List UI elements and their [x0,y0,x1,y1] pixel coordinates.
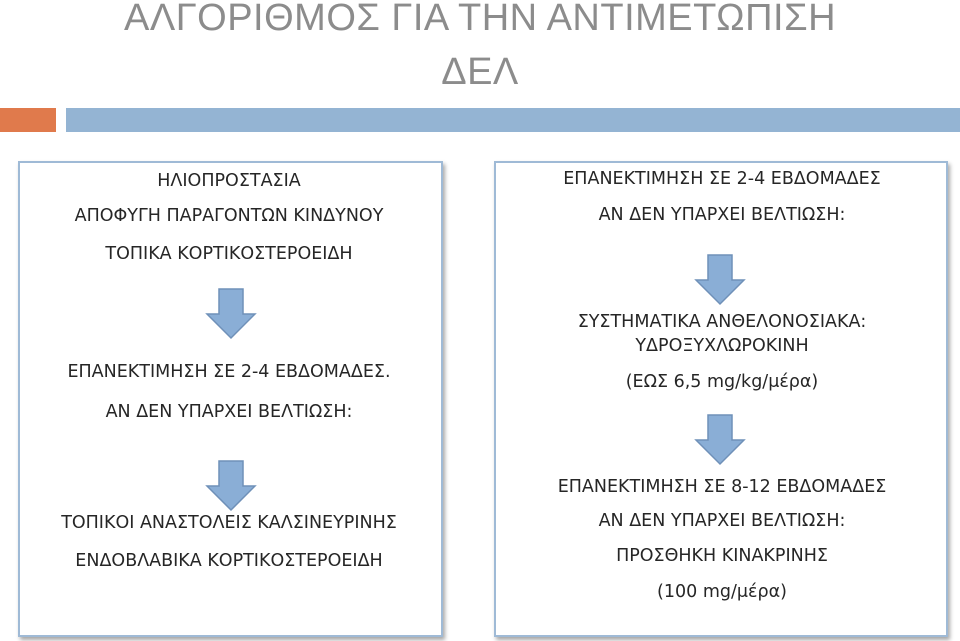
right-step3-line2: ΑΝ ΔΕΝ ΥΠΑΡΧΕΙ ΒΕΛΤΙΩΣΗ: [598,511,846,531]
left-step3-line2: ΕΝΔΟΒΛΑΒΙΚΑ ΚΟΡΤΙΚΟΣΤΕΡΟΕΙΔΗ [75,551,383,571]
left-step2-line1: ΕΠΑΝΕΚΤΙΜΗΣΗ ΣΕ 2-4 ΕΒΔΟΜΑΔΕΣ. [67,362,391,382]
accent-bar-orange [0,108,56,132]
down-arrow-icon [694,414,746,466]
page-title-line-1: ΑΛΓΟΡΙΘΜΟΣ ΓΙΑ ΤΗΝ ΑΝΤΙΜΕΤΩΠΙΣΗ [123,0,837,39]
right-step3-line4: (100 mg/μέρα) [657,582,787,602]
left-step1-line2: ΑΠΟΦΥΓΗ ΠΑΡΑΓΟΝΤΩΝ ΚΙΝΔΥΝΟΥ [74,206,384,226]
left-step1-line1: ΗΛΙΟΠΡΟΣΤΑΣΙΑ [157,171,301,191]
right-step1-line2: ΑΝ ΔΕΝ ΥΠΑΡΧΕΙ ΒΕΛΤΙΩΣΗ: [598,205,846,225]
down-arrow-icon [205,460,257,512]
down-arrow-icon [205,288,257,340]
right-step1-line1: ΕΠΑΝΕΚΤΙΜΗΣΗ ΣΕ 2-4 ΕΒΔΟΜΑΔΕΣ [563,169,881,189]
right-step2-line1: ΣΥΣΤΗΜΑΤΙΚΑ ΑΝΘΕΛΟΝΟΣΙΑΚΑ: [577,312,867,332]
down-arrow-icon [694,254,746,306]
right-step3-line1: ΕΠΑΝΕΚΤΙΜΗΣΗ ΣΕ 8-12 ΕΒΔΟΜΑΔΕΣ [557,477,887,497]
left-step1-line3: ΤΟΠΙΚΑ ΚΟΡΤΙΚΟΣΤΕΡΟΕΙΔΗ [105,244,353,264]
accent-bar-blue [66,108,960,132]
right-step2-line3: (ΕΩΣ 6,5 mg/kg/μέρα) [625,372,819,392]
left-step3-line1: ΤΟΠΙΚΟΙ ΑΝΑΣΤΟΛΕΙΣ ΚΑΛΣΙΝΕΥΡΙΝΗΣ [61,513,397,533]
right-step2-line2: ΥΔΡΟΞΥΧΛΩΡΟΚΙΝΗ [635,336,809,356]
left-step2-line2: ΑΝ ΔΕΝ ΥΠΑΡΧΕΙ ΒΕΛΤΙΩΣΗ: [105,402,353,422]
right-step3-line3: ΠΡΟΣΘΗΚΗ ΚΙΝΑΚΡΙΝΗΣ [616,546,828,566]
page-title-line-2: ΔΕΛ [441,51,519,93]
